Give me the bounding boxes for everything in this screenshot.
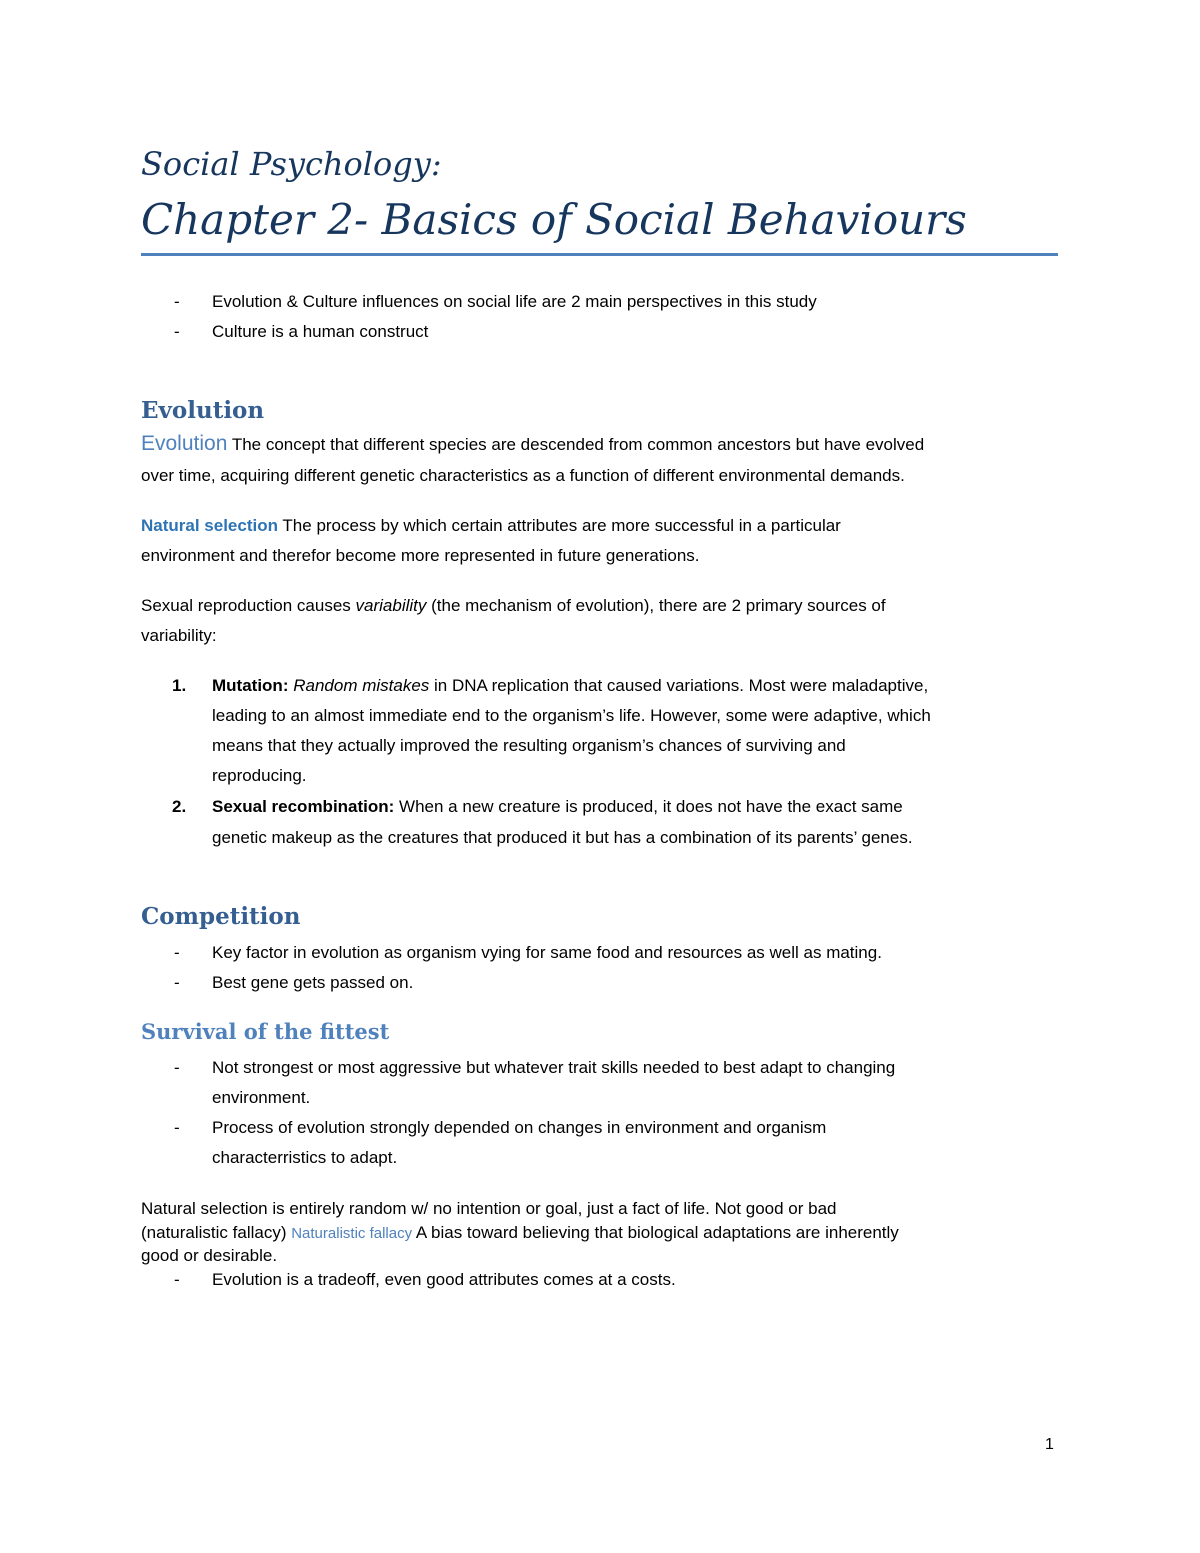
bullet-marker: - — [174, 973, 180, 992]
bullet-marker: - — [174, 1118, 180, 1137]
closing-paragraph-line: (naturalistic fallacy) Naturalistic fallacy A bias toward believing that biological adaptations are inherently — [141, 1223, 899, 1242]
title-underline — [141, 253, 1058, 256]
paragraph-variability: Sexual reproduction causes variability (the mechanism of evolution), there are 2 primary sources of — [141, 596, 886, 615]
list-item-text: leading to an almost immediate end to the organism’s life. However, some were adaptive, which — [212, 706, 931, 725]
survival-bullet: Not strongest or most aggressive but whatever trait skills needed to best adapt to changing — [212, 1058, 896, 1077]
bullet-marker: - — [174, 292, 180, 311]
intro-bullet: Culture is a human construct — [212, 322, 429, 341]
definition-text: environment and therefor become more represented in future generations. — [141, 546, 700, 565]
document-title: Chapter 2- Basics of Social Behaviours — [141, 195, 967, 244]
intro-bullet: Evolution & Culture influences on social life are 2 main perspectives in this study — [212, 292, 817, 311]
glossary-term: Naturalistic fallacy — [291, 1225, 413, 1242]
list-number: 2. — [172, 797, 187, 816]
list-item-text: means that they actually improved the resulting organism’s chances of surviving and — [212, 736, 846, 755]
survival-bullet: Process of evolution strongly depended on changes in environment and organism — [212, 1118, 827, 1137]
glossary-term: Evolution — [141, 432, 228, 455]
list-number: 1. — [172, 676, 187, 695]
bullet-marker: - — [174, 1058, 180, 1077]
section-heading-competition: Competition — [141, 903, 301, 930]
document-subtitle: Social Psychology: — [141, 145, 442, 183]
page-number: 1 — [1045, 1436, 1054, 1453]
list-item-mutation: Mutation: Random mistakes in DNA replication that caused variations. Most were maladaptive, — [212, 676, 929, 695]
survival-bullet-text: environment. — [212, 1088, 311, 1107]
glossary-term: Natural selection — [141, 516, 278, 535]
definition-text: over time, acquiring different genetic characteristics as a function of different environmental demands. — [141, 466, 905, 485]
definition-evolution: Evolution The concept that different species are descended from common ancestors but have evolved — [141, 432, 925, 455]
closing-paragraph: Natural selection is entirely random w/ no intention or goal, just a fact of life. Not good or bad — [141, 1199, 837, 1218]
competition-bullet: Best gene gets passed on. — [212, 973, 414, 992]
bullet-marker: - — [174, 322, 180, 341]
list-item-sexual-recombination: Sexual recombination: When a new creature is produced, it does not have the exact same — [212, 797, 903, 816]
bullet-marker: - — [174, 943, 180, 962]
closing-paragraph-line: good or desirable. — [141, 1246, 278, 1265]
closing-bullet: Evolution is a tradeoff, even good attributes comes at a costs. — [212, 1270, 676, 1289]
section-heading-survival: Survival of the fittest — [141, 1019, 390, 1044]
bullet-marker: - — [174, 1270, 180, 1289]
survival-bullet-text: characterristics to adapt. — [212, 1148, 398, 1167]
section-heading-evolution: Evolution — [141, 397, 265, 424]
paragraph-text: variability: — [141, 626, 217, 645]
definition-natural-selection: Natural selection The process by which certain attributes are more successful in a particular — [141, 516, 841, 535]
competition-bullet: Key factor in evolution as organism vying for same food and resources as well as mating. — [212, 943, 882, 962]
list-item-text: reproducing. — [212, 766, 307, 785]
list-item-text: genetic makeup as the creatures that produced it but has a combination of its parents’ genes. — [212, 828, 913, 847]
